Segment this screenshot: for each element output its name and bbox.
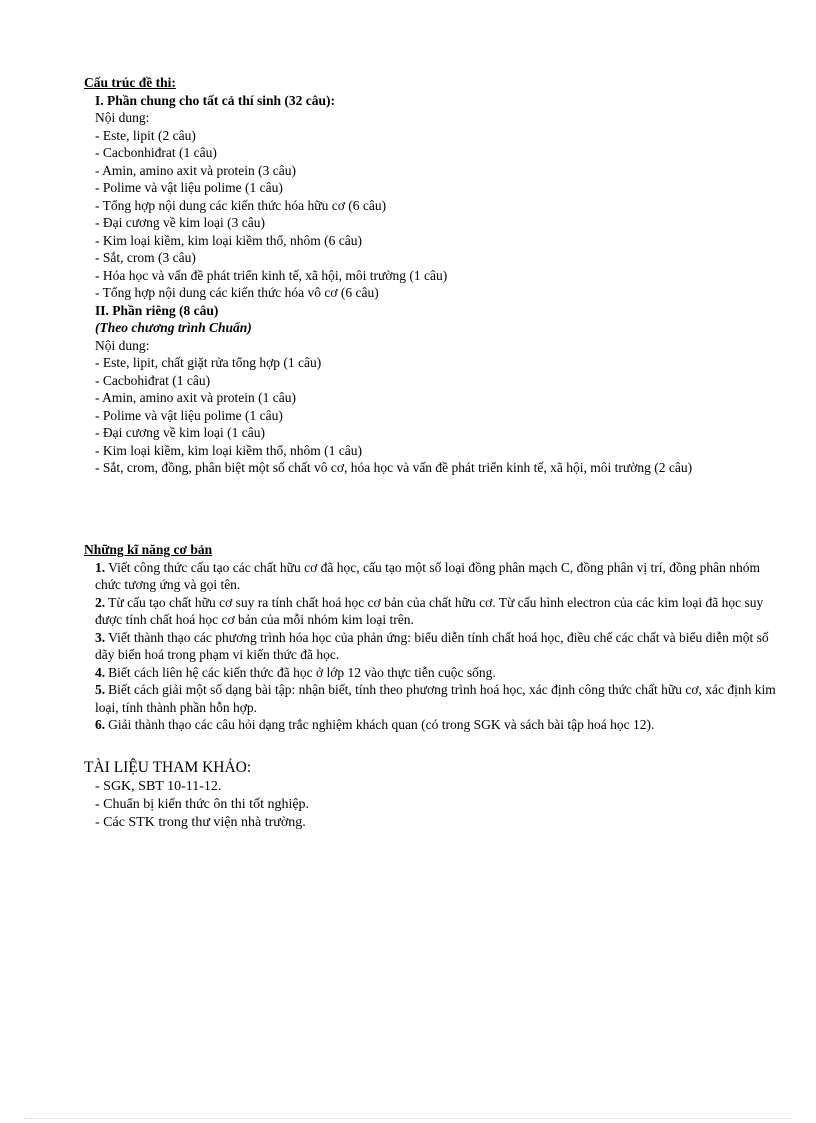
skill-text: Giải thành thạo các câu hỏi dạng trắc nghiệm khách quan (có trong SGK và sách bài tập hoá học 12). — [108, 717, 655, 732]
skill-text: Biết cách liên hệ các kiến thức đã học ở lớp 12 vào thực tiễn cuộc sống. — [108, 664, 496, 680]
skill-item — [95, 559, 785, 594]
list-item: - Cacbonhiđrat (1 câu) — [95, 145, 217, 160]
part1-content-label: Nội dung: — [95, 110, 150, 125]
skill-number: 6. — [95, 717, 106, 732]
reference-item: - Chuẩn bị kiến thức ôn thi tốt nghiệp. — [95, 797, 310, 812]
skill-text: Viết thành thạo các phương trình hóa học của phản ứng: biểu diễn tính chất hoá học, điều chế các chất và biểu diễn một số dãy biến hoá trong phạm vi kiến thức đã học. — [95, 629, 769, 662]
list-item: - Polime và vật liệu polime (1 câu) — [95, 180, 283, 195]
skill-number: 5. — [95, 682, 106, 697]
skill-text: Biết cách giải một số dạng bài tập: nhận biết, tính theo phương trình hoá học, xác định công thức chất hữu cơ, xác định kim loại, tính thành phần hỗn hợp. — [95, 682, 776, 715]
skill-text: Viết công thức cấu tạo các chất hữu cơ đã học, cấu tạo một số loại đồng phân mạch C, đồng phân vị trí, đồng phân nhóm chức tương ứng và gọi tên. — [95, 559, 761, 592]
skill-item — [95, 594, 785, 629]
skill-text: Từ cấu tạo chất hữu cơ suy ra tính chất hoá học cơ bản của chất hữu cơ. Từ cấu hình electron của các kim loại đã học suy được tính chất hoá học cơ bản của mỗi nhóm kim loại trên. — [95, 594, 764, 627]
list-item: - Sắt, crom (3 câu) — [95, 250, 196, 265]
part2-content-label: Nội dung: — [95, 337, 150, 353]
basic-skills-section — [84, 541, 784, 734]
skill-number: 2. — [95, 594, 106, 610]
exam-structure-section — [84, 74, 784, 477]
part2-list — [84, 354, 784, 477]
skill-number: 4. — [95, 664, 106, 680]
part1-list — [84, 127, 784, 302]
skills-list — [84, 559, 785, 734]
list-item: - Tổng hợp nội dung các kiến thức hóa hữu cơ (6 câu) — [95, 197, 387, 213]
references-section — [84, 758, 784, 832]
skill-item — [95, 664, 785, 682]
reference-item: - Các STK trong thư viện nhà trường. — [95, 815, 306, 830]
skill-number: 1. — [95, 559, 106, 575]
list-item: - Amin, amino axit và protein (3 câu) — [95, 162, 296, 178]
skill-item — [95, 716, 785, 734]
list-item: - Kim loại kiềm, kim loại kiềm thổ, nhôm (1 câu) — [95, 442, 362, 458]
list-item: - Đại cương về kim loại (3 câu) — [95, 215, 266, 230]
list-item: - Kim loại kiềm, kim loại kiềm thổ, nhôm (6 câu) — [95, 232, 362, 248]
list-item: - Este, lipit, chất giặt rửa tổng hợp (1 câu) — [95, 355, 322, 370]
part2-heading: II. Phần riêng (8 câu) — [95, 302, 219, 318]
list-item: - Polime và vật liệu polime (1 câu) — [95, 407, 283, 423]
references-title: TÀI LIỆU THAM KHẢO: — [84, 759, 252, 776]
skill-item — [95, 629, 785, 664]
part1-heading: I. Phần chung cho tất cả thí sinh (32 câu): — [95, 92, 336, 108]
exam-structure-title: Cấu trúc đề thi: — [84, 75, 176, 90]
list-item: - Hóa học và vấn đề phát triển kinh tế, xã hội, môi trường (1 câu) — [95, 267, 448, 283]
list-item: - Amin, amino axit và protein (1 câu) — [95, 390, 296, 405]
list-item: - Este, lipit (2 câu) — [95, 127, 196, 143]
list-item: - Cacbohiđrat (1 câu) — [95, 372, 211, 388]
skill-number: 3. — [95, 629, 106, 645]
page-bottom-divider — [24, 1118, 792, 1119]
list-item: - Tổng hợp nội dung các kiến thức hóa vô cơ (6 câu) — [95, 285, 379, 300]
reference-item: - SGK, SBT 10-11-12. — [95, 779, 222, 794]
part2-program-note: (Theo chương trình Chuẩn) — [95, 320, 252, 335]
basic-skills-title: Những kĩ năng cơ bản — [84, 542, 213, 557]
skill-item — [95, 681, 785, 716]
list-item: - Sắt, crom, đồng, phân biệt một số chất vô cơ, hóa học và vấn đề phát triển kinh tế, xã hội, môi trường (2 câu) — [95, 460, 693, 475]
list-item: - Đại cương về kim loại (1 câu) — [95, 425, 266, 440]
